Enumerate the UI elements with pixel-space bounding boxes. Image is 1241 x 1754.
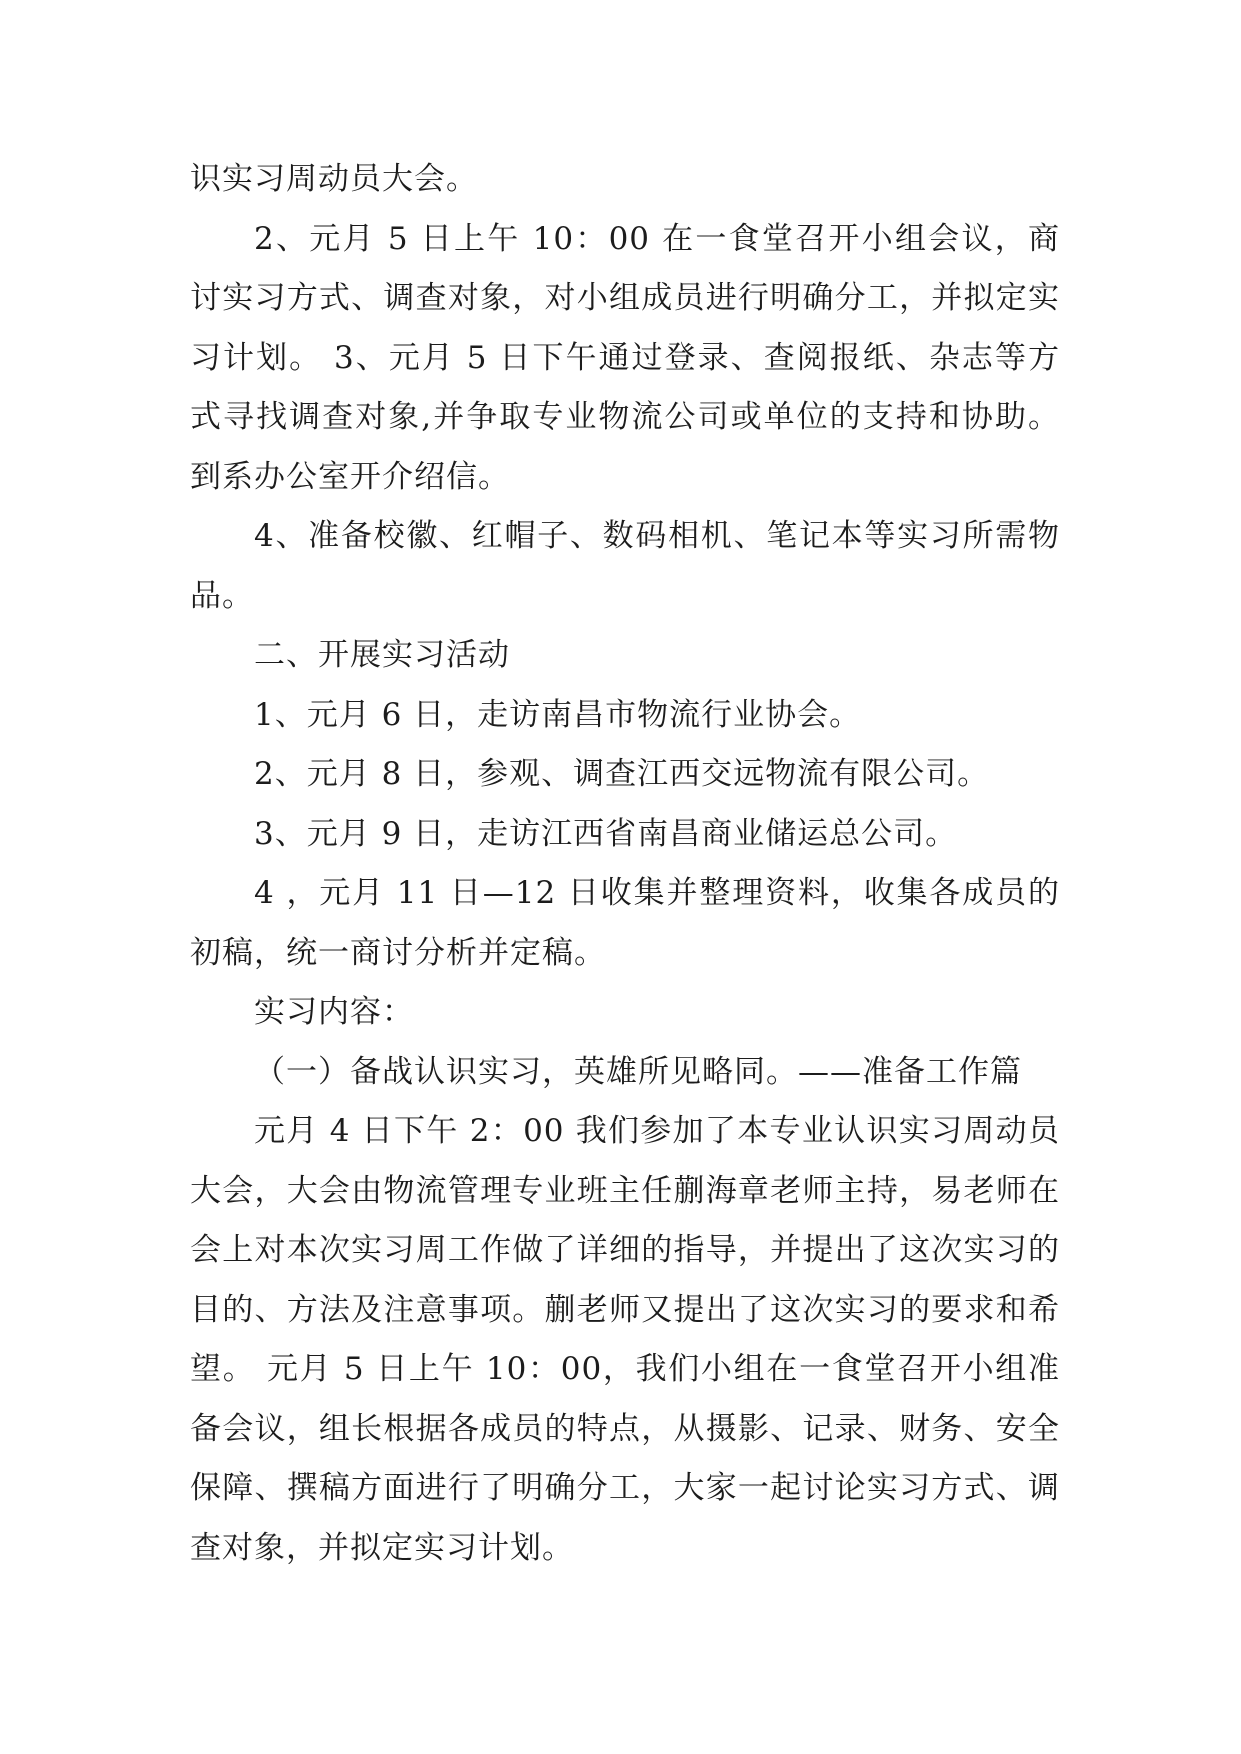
activity-item-2: 2、元月 8 日，参观、调查江西交远物流有限公司。 [254, 756, 990, 792]
activity-item-3: 3、元月 9 日，走访江西省南昌商业储运总公司。 [254, 815, 958, 852]
section-heading-activities: 二、开展实习活动 [254, 637, 510, 673]
activity-item-4: 4 ，元月 11 日—12 日收集并整理资料，收集各成员的初稿，统一商讨分析并定稿。 [190, 875, 1060, 971]
activity-item-1: 1、元月 6 日，走访南昌市物流行业协会。 [254, 696, 862, 733]
paragraph-preparation-body: 元月 4 日下午 2：00 我们参加了本专业认识实习周动员大会，大会由物流管理专业班主任蒯海章老师主持，易老师在会上对本次实习周工作做了详细的指导，并提出了这次实习的目的、方法及注意事项。蒯老师又提出了这次实习的要求和希望。 元月 5 日上午 10：00，我们小组在一食堂召开小组准备会议，组长根据各成员的特点，从摄影、记录、财务、安全保障、撰稿方面进行了明确分工，大家一起讨论实习方式、调查对象，并拟定实习计划。 [190, 1113, 1060, 1566]
paragraph-item-2-3: 2、元月 5 日上午 10：00 在一食堂召开小组会议，商讨实习方式、调查对象，对小组成员进行明确分工，并拟定实习计划。 3、元月 5 日下午通过登录、查阅报纸、杂志等方式寻找调查对象,并争取专业物流公司或单位的支持和协助。到系办公室开介绍信。 [190, 220, 1060, 495]
paragraph-continuation: 识实习周动员大会。 [190, 161, 478, 197]
document-body [190, 150, 1060, 1578]
section-heading-content: 实习内容： [254, 994, 414, 1030]
subsection-heading-preparation: （一）备战认识实习，英雄所见略同。——准备工作篇 [254, 1053, 1022, 1090]
paragraph-item-4: 4、准备校徽、红帽子、数码相机、笔记本等实习所需物品。 [190, 518, 1060, 614]
